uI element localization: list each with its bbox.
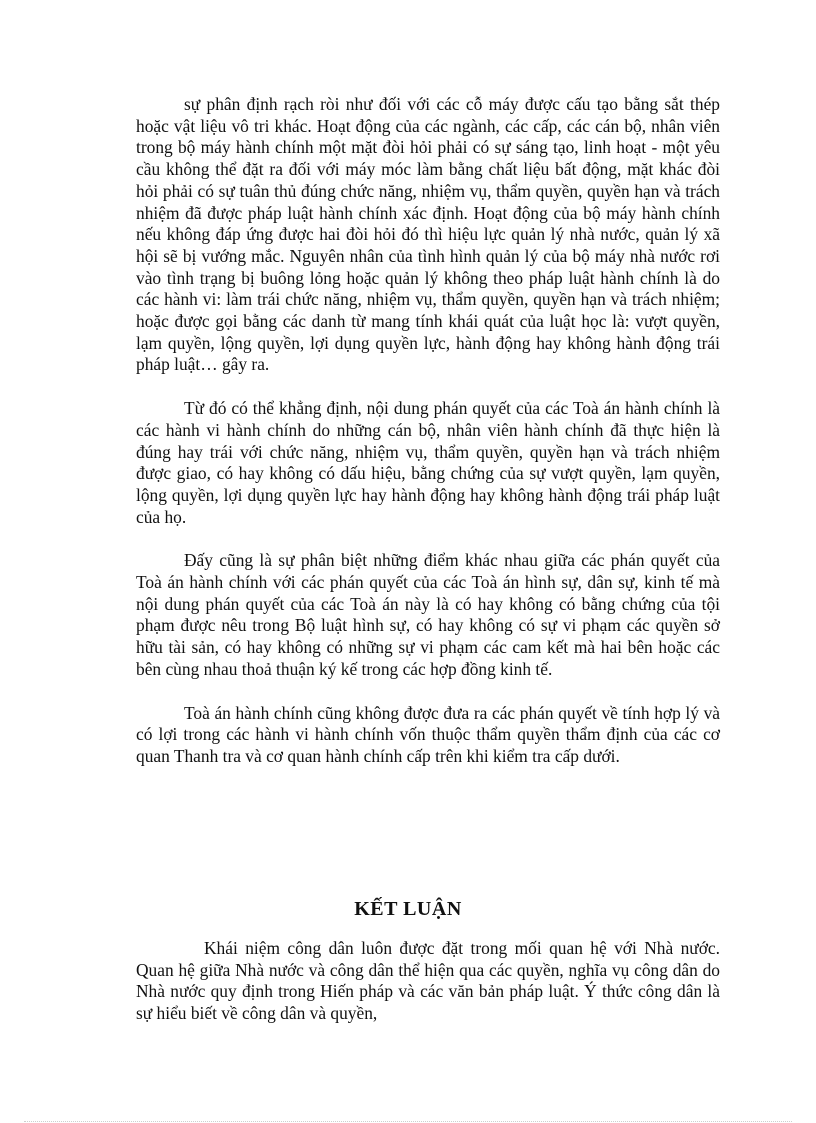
paragraph-4: Toà án hành chính cũng không được đưa ra các phán quyết về tính hợp lý và có lợi trong các hành vi hành chính vốn thuộc thẩm quyền thẩm định của các cơ quan Thanh tra và cơ quan hành chính cấp trên khi kiểm tra cấp dưới.	[136, 702, 720, 766]
conclusion-section	[136, 938, 720, 1025]
paragraph-1: sự phân định rạch ròi như đối với các cỗ máy được cấu tạo bằng sắt thép hoặc vật liệu vô tri khác. Hoạt động của các ngành, các cấp, các cán bộ, nhân viên trong bộ máy hành chính một mặt đòi hỏi phải có sự sáng tạo, linh hoạt - một yêu cầu không thể đặt ra đối với máy móc làm bằng chất liệu bất động, mặt khác đòi hỏi phải có sự tuân thủ đúng chức năng, nhiệm vụ, thẩm quyền, quyền hạn và trách nhiệm đã được pháp luật hành chính xác định. Hoạt động của bộ máy hành chính nếu không đáp ứng được hai đòi hỏi đó thì hiệu lực quản lý nhà nước, quản lý xã hội sẽ bị vướng mắc. Nguyên nhân của tình hình quản lý của bộ máy nhà nước rơi vào tình trạng bị buông lỏng hoặc quản lý không theo pháp luật hành chính là do các hành vi: làm trái chức năng, nhiệm vụ, thẩm quyền, quyền hạn và trách nhiệm; hoặc được gọi bằng các danh từ mang tính khái quát của luật học là: vượt quyền, lạm quyền, lộng quyền, lợi dụng quyền lực, hành động hay không hành động trái pháp luật… gây ra.	[136, 94, 720, 375]
page-bottom-divider	[24, 1121, 792, 1122]
paragraph-3: Đấy cũng là sự phân biệt những điểm khác nhau giữa các phán quyết của Toà án hành chính với các phán quyết của các Toà án hình sự, dân sự, kinh tế mà nội dung phán quyết của các Toà án này là có hay không có bằng chứng của tội phạm được nêu trong Bộ luật hình sự, có hay không có sự vi phạm các quyền sở hữu tài sản, có hay không có những sự vi phạm các cam kết mà hai bên hoặc các bên cùng nhau thoả thuận ký kế trong các hợp đồng kinh tế.	[136, 550, 720, 679]
section-heading: KẾT LUẬN	[354, 898, 462, 920]
conclusion-paragraph: Khái niệm công dân luôn được đặt trong mối quan hệ với Nhà nước. Quan hệ giữa Nhà nước và công dân thể hiện qua các quyền, nghĩa vụ công dân do Nhà nước quy định trong Hiến pháp và các văn bản pháp luật. Ý thức công dân là sự hiểu biết về công dân và quyền,	[136, 938, 720, 1024]
body-text	[136, 94, 720, 790]
paragraph-2: Từ đó có thể khẳng định, nội dung phán quyết của các Toà án hành chính là các hành vi hành chính do những cán bộ, nhân viên hành chính đã thực hiện là đúng hay trái với chức năng, nhiệm vụ, thẩm quyền, quyền hạn và trách nhiệm được giao, có hay không có dấu hiệu, bằng chứng của sự vượt quyền, lạm quyền, lộng quyền, lợi dụng quyền lực hay hành động hay không hành động trái pháp luật của họ.	[136, 398, 720, 527]
